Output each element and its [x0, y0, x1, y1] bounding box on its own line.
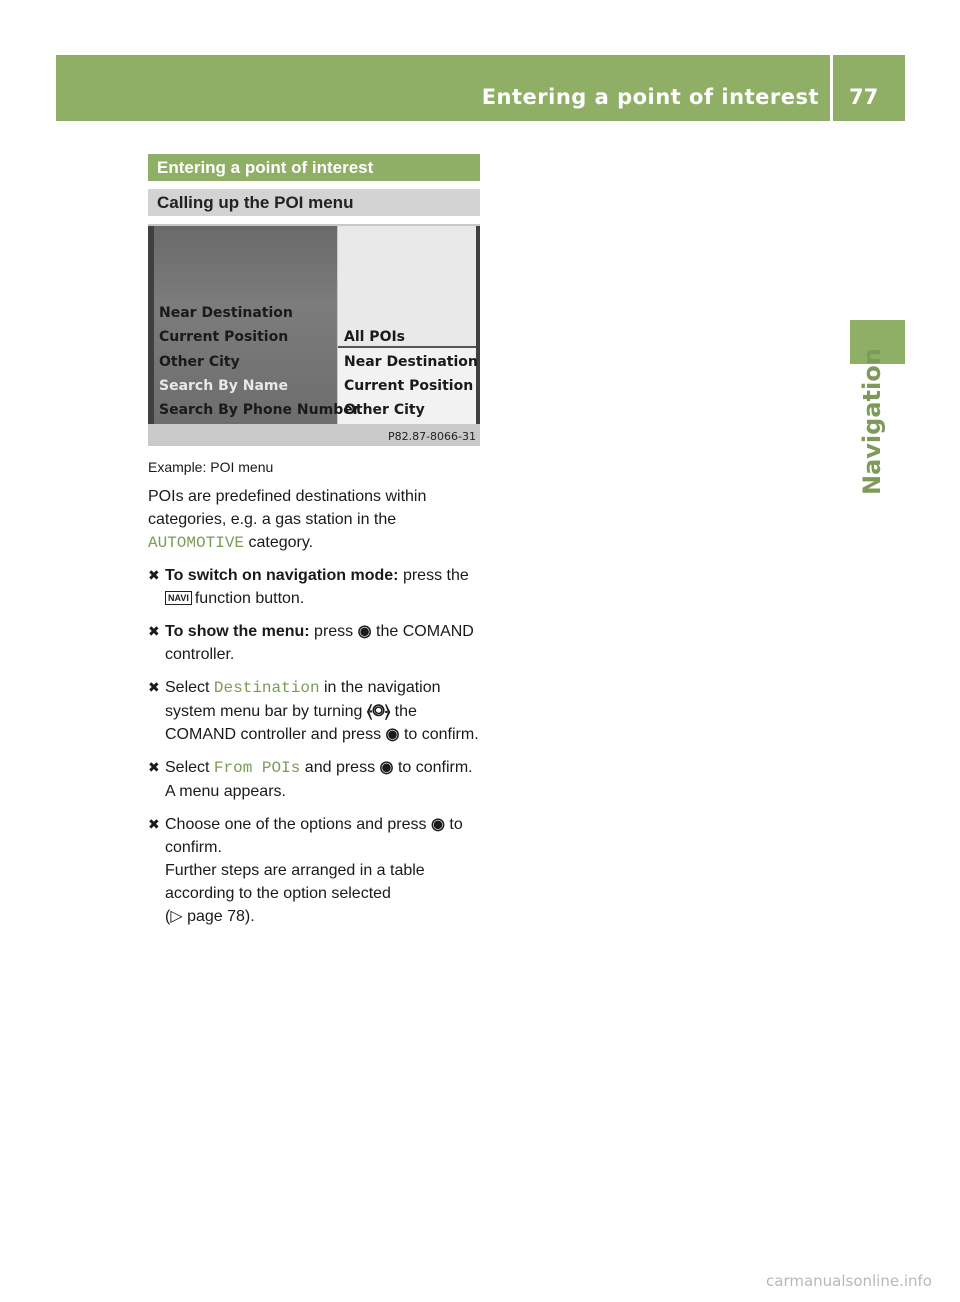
step-choose-option — [148, 813, 484, 928]
step1-text-1: press the — [402, 567, 469, 584]
menu-item-search-by-phone[interactable]: Search By Phone Number — [159, 402, 360, 418]
right-menu-pane — [338, 226, 476, 424]
step4-text-1: Select — [165, 759, 210, 776]
body-text — [148, 456, 484, 938]
intro-text-1: POIs are predefined destinations within categories, e.g. a gas station in the — [148, 488, 427, 528]
step1-text-2: function button. — [194, 590, 305, 607]
step4-result: A menu appears. — [165, 783, 286, 800]
step-show-menu — [148, 620, 484, 666]
step-from-pois — [148, 756, 484, 803]
footer-watermark: carmanualsonline.info — [766, 1272, 932, 1290]
submenu-item-near-destination[interactable]: Near Destination — [344, 354, 478, 370]
press-controller-icon: ◉ — [385, 726, 400, 743]
from-pois-code: From POIs — [213, 759, 301, 777]
step3-text-4: to confirm. — [403, 726, 479, 743]
submenu-item-all-pois[interactable]: All POIs — [344, 329, 406, 345]
left-menu-pane — [154, 226, 337, 424]
step4-text-3: to confirm. — [397, 759, 473, 776]
intro-paragraph — [148, 485, 484, 555]
step5-text-1: Choose one of the options and press — [165, 816, 427, 833]
step5-text-2: to confirm. — [165, 816, 463, 856]
destination-code: Destination — [213, 679, 320, 697]
header-title: Entering a point of interest — [481, 85, 819, 109]
step-arrow-icon: ✖ — [148, 567, 160, 583]
step-arrow-icon: ✖ — [148, 623, 160, 639]
page-reference[interactable]: (▷ page 78). — [165, 908, 255, 925]
step-navigation-mode — [148, 564, 484, 610]
section-title: Entering a point of interest — [148, 154, 480, 181]
step4-text-2: and press — [304, 759, 376, 776]
step1-heading: To switch on navigation mode: — [165, 567, 399, 584]
page-number: 77 — [849, 85, 879, 109]
intro-text-2: category. — [248, 534, 314, 551]
poi-menu-screenshot — [148, 224, 480, 446]
menu-item-search-by-name[interactable]: Search By Name — [159, 378, 288, 394]
menu-item-near-destination[interactable]: Near Destination — [159, 305, 293, 321]
step2-text-1: press — [314, 623, 354, 640]
submenu-item-current-position[interactable]: Current Position — [344, 378, 474, 394]
figure-caption: Example: POI menu — [148, 459, 274, 475]
step3-text-1: Select — [165, 679, 210, 696]
step3-text-3: the COMAND controller and press — [165, 703, 417, 743]
step-select-destination — [148, 676, 484, 746]
header-divider — [830, 55, 833, 121]
step5-text-3: Further steps are arranged in a table according to the option selected — [165, 862, 425, 902]
navigation-label: Navigation — [858, 348, 886, 495]
step2-heading: To show the menu: — [165, 623, 310, 640]
menu-item-other-city[interactable]: Other City — [159, 354, 240, 370]
section-subtitle: Calling up the POI menu — [148, 189, 480, 216]
step-arrow-icon: ✖ — [148, 679, 160, 695]
step3-text-2: in the navigation system menu bar by turning — [165, 679, 441, 720]
turn-controller-icon: ⦑◎⦒ — [366, 703, 391, 720]
press-controller-icon: ◉ — [379, 759, 394, 776]
step-arrow-icon: ✖ — [148, 759, 160, 775]
step-arrow-icon: ✖ — [148, 816, 160, 832]
step2-text-2: the COMAND controller. — [165, 623, 474, 663]
menu-item-current-position[interactable]: Current Position — [159, 329, 289, 345]
press-controller-icon: ◉ — [430, 816, 445, 833]
navi-button-icon: NAVI — [165, 591, 192, 605]
press-controller-icon: ◉ — [357, 623, 372, 640]
figure-code: P82.87-8066-31 — [387, 430, 476, 443]
submenu-item-other-city[interactable]: Other City — [344, 402, 425, 418]
header-bar — [56, 55, 905, 121]
automotive-code: AUTOMOTIVE — [148, 534, 245, 552]
screen-frame-right — [476, 226, 480, 424]
